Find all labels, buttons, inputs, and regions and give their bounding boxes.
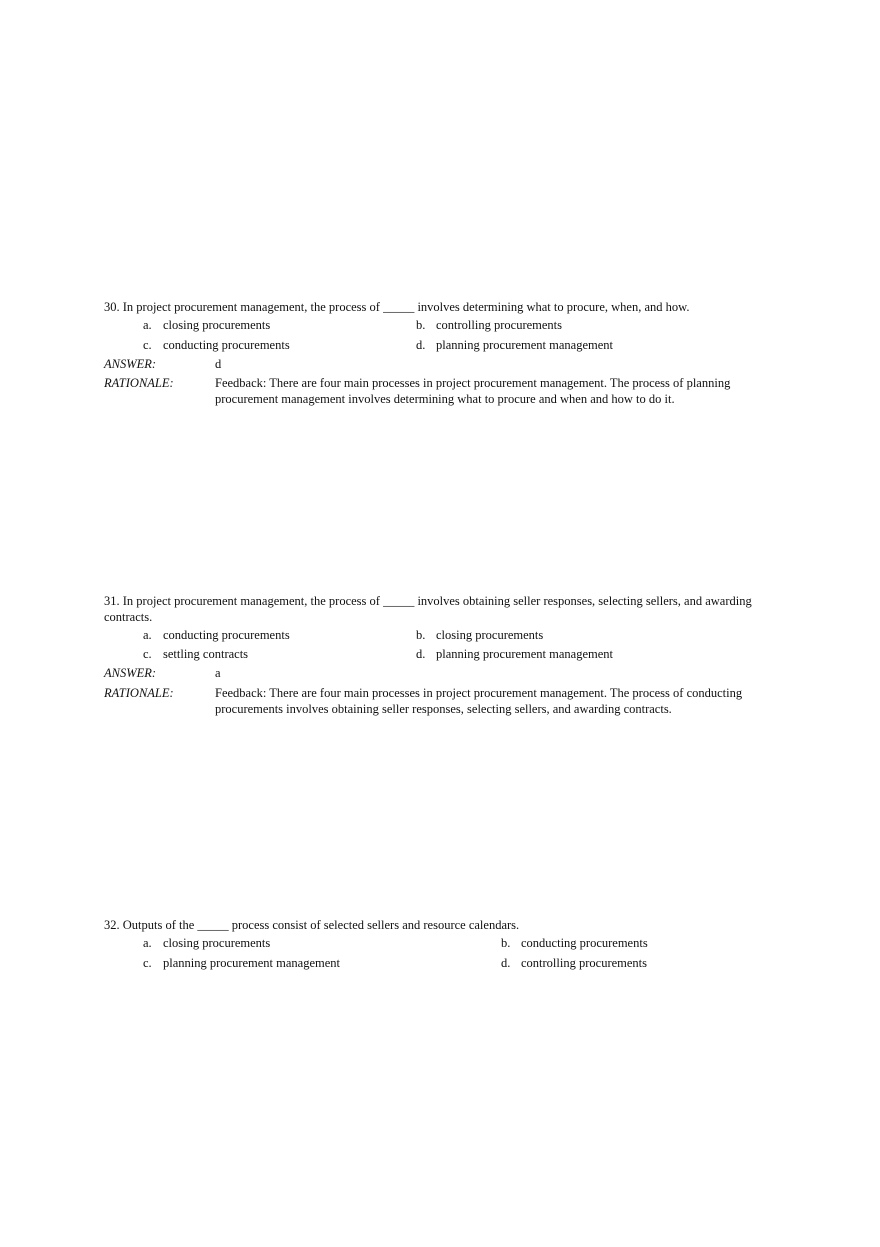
option-a (143, 317, 270, 333)
question-32 (104, 917, 784, 971)
option-c (143, 337, 290, 353)
question-30 (104, 299, 784, 407)
option-letter: a. (143, 318, 152, 332)
answer-value: d (215, 357, 222, 371)
option-c (143, 955, 340, 971)
answer-value: a (215, 666, 221, 680)
question-stem: 30. In project procurement management, the process of _____ involves determining what to procure, when, and how. (104, 300, 690, 314)
options-list (104, 625, 784, 663)
option-text: planning procurement management (163, 956, 341, 970)
question-31 (104, 593, 784, 717)
answer-row (104, 356, 784, 372)
option-text: conducting procurements (521, 936, 648, 950)
option-c (143, 646, 248, 662)
rationale-text: Feedback: There are four main processes in project procurement management. The process of planning procurement management involves determining what to procure and when and how to do it. (215, 376, 731, 406)
answer-row (104, 665, 784, 681)
option-text: controlling procurements (436, 318, 563, 332)
option-text: controlling procurements (521, 956, 648, 970)
option-a (143, 627, 290, 643)
option-text: planning procurement management (436, 647, 614, 661)
option-b (416, 627, 543, 643)
option-letter: b. (501, 936, 511, 950)
options-list (104, 933, 784, 971)
option-text: conducting procurements (163, 338, 290, 352)
option-d (501, 955, 647, 971)
answer-label: ANSWER: (104, 357, 157, 371)
option-text: settling contracts (163, 647, 249, 661)
option-d (416, 337, 613, 353)
option-letter: a. (143, 628, 152, 642)
option-letter: b. (416, 318, 426, 332)
option-letter: d. (416, 338, 426, 352)
option-letter: b. (416, 628, 426, 642)
question-stem: 32. Outputs of the _____ process consist of selected sellers and resource calendars. (104, 918, 520, 932)
option-letter: c. (143, 956, 152, 970)
option-a (143, 935, 270, 951)
answer-label: ANSWER: (104, 666, 157, 680)
rationale-label: RATIONALE: (104, 376, 174, 390)
rationale-label: RATIONALE: (104, 686, 174, 700)
rationale-row (104, 685, 784, 717)
rationale-row (104, 375, 784, 407)
options-list (104, 315, 784, 353)
option-letter: c. (143, 338, 152, 352)
option-text: conducting procurements (163, 628, 290, 642)
option-letter: c. (143, 647, 152, 661)
option-letter: d. (416, 647, 426, 661)
rationale-text: Feedback: There are four main processes in project procurement management. The process of conducting procurements involves obtaining seller responses, selecting sellers, and awarding contracts. (215, 686, 743, 716)
option-b (416, 317, 562, 333)
option-text: closing procurements (436, 628, 544, 642)
option-letter: a. (143, 936, 152, 950)
option-text: closing procurements (163, 936, 271, 950)
option-text: closing procurements (163, 318, 271, 332)
option-b (501, 935, 648, 951)
question-stem: 31. In project procurement management, the process of _____ involves obtaining seller responses, selecting sellers, and awarding contracts. (104, 594, 752, 624)
option-letter: d. (501, 956, 511, 970)
option-d (416, 646, 613, 662)
option-text: planning procurement management (436, 338, 614, 352)
